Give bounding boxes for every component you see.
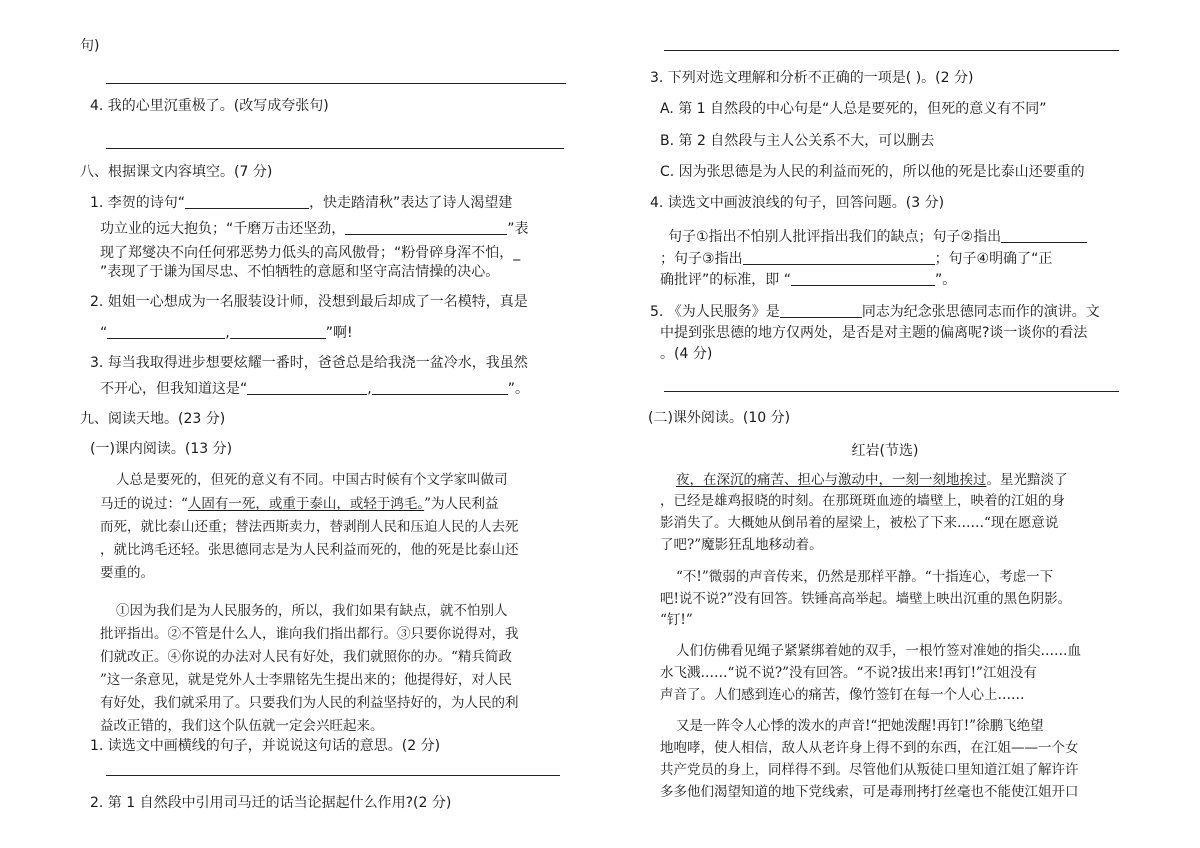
- excerpt-p4-line2: 地咆哮，使人相信，敌人从老许身上得不到的东西，在江姐——一个女: [660, 740, 1079, 756]
- underlined-sentence: 夜，在深沉的痛苦、担心与激动中，一刻一刻地挨过: [676, 472, 987, 488]
- passage-p1-line2: 马迁的说过：“人固有一死，或重于泰山，或轻于鸿毛。”为人民利益: [100, 496, 499, 512]
- excerpt-p3-line1: 人们仿佛看见绳子紧紧绑着她的双手，一根竹签对准她的指尖……血: [676, 643, 1081, 659]
- reading-question-4-line2: ；句子③指出 ；句子④明确了“正: [660, 251, 1053, 267]
- fill-blank[interactable]: [345, 220, 507, 235]
- excerpt-p1-line4: 了吧?”魔影狂乱地移动着。: [660, 537, 823, 553]
- subsection-in-class-reading: (一)课内阅读。(13 分): [90, 441, 233, 457]
- excerpt-p2-line2: 吧!说不说?”没有回答。铁锤高高举起。墙壁上映出沉重的黑色阴影。: [660, 591, 1072, 607]
- fill-question-1-line4: ”表现了于谦为国尽忠、不怕牺牲的意愿和坚守高洁情操的决心。: [100, 264, 500, 280]
- reading-question-4-line1: 句子①指出不怕别人批评指出我们的缺点；句子②指出: [668, 228, 1087, 245]
- passage-p2-line2: 批评指出。②不管是什么人，谁向我们指出都行。③只要你说得对，我: [100, 626, 519, 642]
- excerpt-p1-line3: 影消失了。大概她从倒吊着的屋梁上，被松了下来……“现在愿意说: [660, 515, 1059, 531]
- fill-question-1-line1: 1. 李贺的诗句“ ，快走踏清秋”表达了诗人渴望建: [90, 195, 513, 211]
- reading-question-5-line1: 5. 《为人民服务》是 同志为纪念张思德同志而作的演讲。文: [650, 304, 1100, 320]
- excerpt-p1-line1: 夜，在深沉的痛苦、担心与激动中，一刻一刻地挨过。星光黯淡了: [676, 472, 1068, 488]
- passage-p2-line1: ①因为我们是为人民服务的，所以，我们如果有缺点，就不怕别人: [116, 603, 508, 619]
- excerpt-p3-line2: 水飞溅……“说不说?”没有回答。“不说?拔出来!再钉!”江姐没有: [660, 665, 1037, 681]
- fill-blank[interactable]: [247, 380, 367, 395]
- reading-question-2: 2. 第 1 自然段中引用司马迁的话当论据起什么作用?(2 分): [90, 795, 452, 811]
- passage-p2-line5: 有好处，我们就采用了。只要我们为人民的利益坚持好的，为人民的利: [100, 695, 519, 711]
- excerpt-p1-line2: ，已经是雄鸡报晓的时刻。在那斑斑血迹的墙壁上，映着的江姐的身: [660, 493, 1065, 509]
- excerpt-p4-line4: 多多他们渴望知道的地下党线索，可是毒刑拷打丝毫也不能使江姐开口: [660, 784, 1079, 800]
- fill-blank[interactable]: [1001, 228, 1087, 243]
- excerpt-p4-line3: 共产党员的身上，同样得不到。尽管他们从叛徒口里知道江姐了解许许: [660, 762, 1079, 778]
- fill-blank[interactable]: [230, 324, 326, 339]
- reading-question-4: 4. 读选文中画波浪线的句子，回答问题。(3 分): [650, 195, 945, 211]
- answer-line[interactable]: [664, 50, 1119, 51]
- passage-p2-line3: 们就改正。④你说的办法对人民有好处，我们就照你的办。“精兵简政: [100, 649, 512, 665]
- option-c[interactable]: C. 因为张思德是为人民的利益而死的，所以他的死是比泰山还要重的: [660, 164, 1085, 180]
- answer-line[interactable]: [664, 391, 1119, 392]
- subsection-extracurricular-reading: (二)课外阅读。(10 分): [648, 410, 791, 426]
- fill-blank[interactable]: [185, 194, 309, 209]
- passage-p1-line3: 而死，就比泰山还重；替法西斯卖力，替剥削人民和压迫人民的人去死: [100, 519, 519, 535]
- excerpt-p2-line1: “不!”微弱的声音传来，仍然是那样平静。“十指连心，考虑一下: [676, 569, 1054, 585]
- fill-question-2-line1: 2. 姐姐一心想成为一名服装设计师，没想到最后却成了一名模特，真是: [90, 294, 528, 310]
- excerpt-title: 红岩(节选): [851, 443, 919, 459]
- option-b[interactable]: B. 第 2 自然段与主人公关系不大，可以删去: [660, 133, 935, 149]
- fill-question-1-line3: 现了郑燮决不向任何邪恶势力低头的高风傲骨；“粉骨碎身浑不怕，_: [100, 245, 521, 261]
- underlined-sentence: 人固有一死，或重于泰山，或轻于鸿毛。: [187, 496, 425, 512]
- fill-question-1-line2: 功立业的远大抱负；“千磨万击还坚劲， ”表: [100, 221, 529, 237]
- section-8-heading: 八、根据课文内容填空。(7 分): [80, 164, 273, 180]
- fill-question-3-line1: 3. 每当我取得进步想要炫耀一番时，爸爸总是给我浇一盆冷水，我虽然: [90, 355, 528, 371]
- question-4: 4. 我的心里沉重极了。(改写成夸张句): [90, 98, 329, 114]
- passage-p2-line4: ”这一条意见，就是党外人士李鼎铭先生提出来的；他提得好，对人民: [100, 672, 512, 688]
- answer-line[interactable]: [106, 83, 566, 84]
- reading-question-5-line3: 。(4 分): [660, 346, 713, 362]
- excerpt-p2-line3: “钉!”: [660, 612, 693, 628]
- fill-blank[interactable]: [107, 324, 225, 339]
- reading-question-4-line3: 确批评”的标准，即 “ ”。: [660, 272, 957, 288]
- passage-p1-line1: 人总是要死的，但死的意义有不同。中国古时候有个文学家叫做司: [116, 472, 508, 488]
- fill-question-3-line2: 不开心，但我知道这是“ , ”。: [100, 381, 529, 397]
- excerpt-p3-line3: 声音了。人们感到连心的痛苦，像竹签钉在每一个人心上……: [660, 687, 1025, 703]
- answer-line[interactable]: [106, 775, 560, 776]
- option-a[interactable]: A. 第 1 自然段的中心句是“人总是要死的，但死的意义有不同”: [660, 101, 1047, 117]
- fill-blank[interactable]: [372, 380, 508, 395]
- excerpt-p4-line1: 又是一阵令人心悸的泼水的声音!“把她泼醒!再钉!”徐鹏飞绝望: [676, 718, 1044, 734]
- reading-question-1: 1. 读选文中画横线的句子，并说说这句话的意思。(2 分): [90, 738, 441, 754]
- fill-question-2-line2: “ , ”啊!: [100, 325, 353, 341]
- passage-p2-line6: 益改正错的，我们这个队伍就一定会兴旺起来。: [100, 718, 384, 734]
- passage-p1-line4: ，就比鸿毛还轻。张思德同志是为人民利益而死的，他的死是比泰山还: [100, 542, 519, 558]
- prev-question-tail: 句): [80, 38, 100, 54]
- reading-question-3: 3. 下列对选文理解和分析不正确的一项是( )。(2 分): [650, 70, 974, 86]
- passage-p1-line5: 要重的。: [100, 565, 154, 581]
- section-9-heading: 九、阅读天地。(23 分): [80, 411, 226, 427]
- fill-blank[interactable]: [780, 303, 862, 318]
- answer-line[interactable]: [106, 148, 564, 149]
- fill-blank[interactable]: [743, 250, 935, 265]
- reading-question-5-line2: 中提到张思德的地方仅两处，是否是对主题的偏离呢?谈一谈你的看法: [660, 325, 1088, 341]
- fill-blank[interactable]: [791, 271, 935, 286]
